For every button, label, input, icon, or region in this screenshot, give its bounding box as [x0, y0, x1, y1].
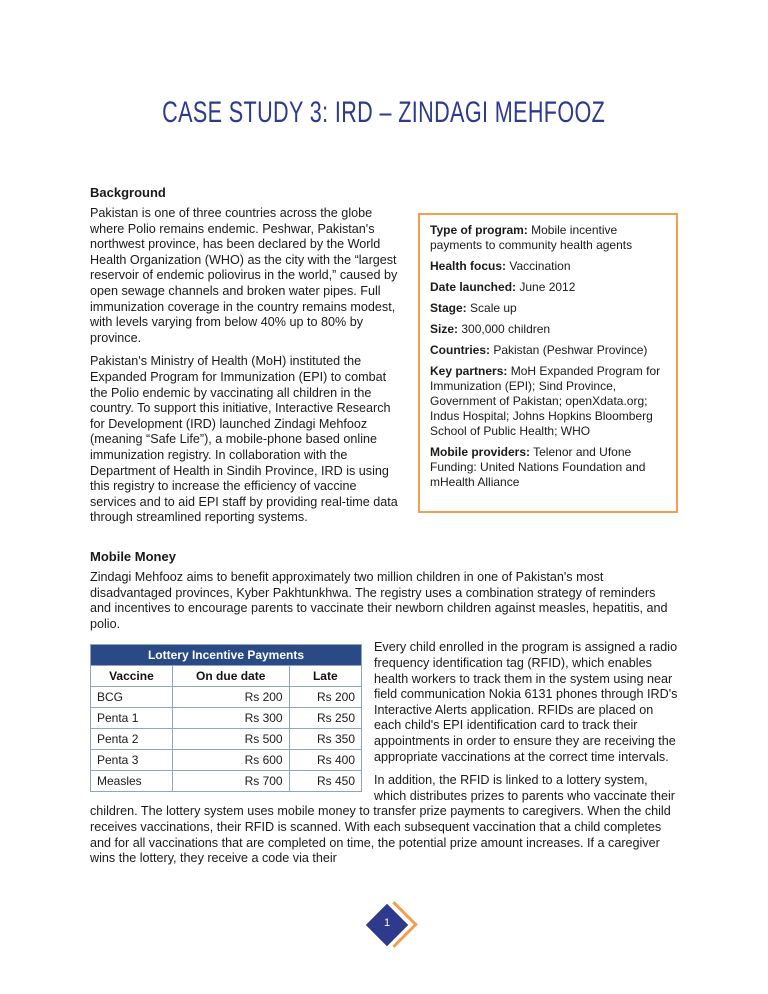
column-header: Late — [289, 666, 361, 687]
summary-label: Countries: — [430, 343, 490, 357]
cell: Rs 700 — [172, 771, 289, 792]
page-number: 1 — [383, 917, 391, 929]
table-row — [91, 687, 362, 708]
section-heading: Background — [90, 185, 166, 200]
table-row — [91, 708, 362, 729]
summary-row — [430, 280, 666, 295]
lottery-incentive-table — [90, 644, 362, 792]
page-number-badge — [364, 902, 414, 952]
summary-value: Pakistan (Peshwar Province) — [490, 343, 648, 357]
cell: Rs 450 — [289, 771, 361, 792]
cell: Penta 3 — [91, 750, 173, 771]
paragraph: Pakistan is one of three countries across the globe where Polio remains endemic. Peshwar, Pakistan's northwest province, has been declared by the World Health Organization (WHO) as the city with the “largest reservoir of endemic poliovirus in the world,” caused by open sewage channels and broken water pipes. Full immunization coverage in the country remains modest, with levels varying from below 40% up to 80% by province. — [90, 206, 398, 345]
table-row — [91, 771, 362, 792]
column-header: Vaccine — [91, 666, 173, 687]
summary-label: Key partners: — [430, 364, 508, 378]
paragraph: In addition, the RFID is linked to a lottery system, which distributes prizes to parents who vaccinate their children. The lottery system uses mobile money to transfer prize payments to caregivers. When the child receives vaccinations, their RFID is scanned. With each subsequent vaccination that a child completes and for all vaccinations that are completed on time, the potential prize amount increases. If a caregiver wins the lottery, they receive a code via their — [90, 773, 675, 866]
summary-label: Stage: — [430, 301, 467, 315]
cell: Rs 400 — [289, 750, 361, 771]
summary-label: Type of program: — [430, 223, 528, 237]
cell: Rs 500 — [172, 729, 289, 750]
paragraph: Zindagi Mehfooz aims to benefit approximately two million children in one of Pakistan's most disadvantaged provinces, Kyber Pakhtunkhwa. The registry uses a combination strategy of reminders and incentives to encourage parents to vaccinate their newborn children against measles, hepatitis, and polio. — [90, 570, 668, 631]
summary-value: Scale up — [466, 301, 517, 315]
section-heading: Mobile Money — [90, 549, 176, 564]
cell: Measles — [91, 771, 173, 792]
table-row — [91, 729, 362, 750]
summary-row — [430, 301, 666, 316]
summary-value: June 2012 — [516, 280, 576, 294]
mobile-money-section — [90, 549, 678, 875]
background-section — [90, 185, 400, 534]
summary-row — [430, 343, 666, 358]
summary-label: Health focus: — [430, 259, 507, 273]
summary-label: Size: — [430, 322, 459, 336]
column-header: On due date — [172, 666, 289, 687]
summary-value: Mobile incentive payments to community health agents — [430, 223, 633, 252]
cell: Rs 300 — [172, 708, 289, 729]
summary-row — [430, 223, 666, 253]
summary-row — [430, 445, 666, 490]
cell: Penta 2 — [91, 729, 173, 750]
summary-value: MoH Expanded Program for Immunization (EPI); Sind Province, Government of Pakistan; openXdata.org; Indus Hospital; Johns Hopkins Bloomberg School of Public Health; WHO — [430, 364, 661, 438]
summary-value: Telenor and Ufone Funding: United Nations Foundation and mHealth Alliance — [430, 445, 646, 489]
program-summary-box — [418, 213, 678, 513]
table-caption: Lottery Incentive Payments — [91, 645, 362, 666]
summary-value: 300,000 children — [458, 322, 551, 336]
title-text: CASE STUDY 3: IRD – ZINDAGI MEHFOOZ — [162, 96, 606, 129]
cell: BCG — [91, 687, 173, 708]
summary-row — [430, 322, 666, 337]
summary-label: Mobile providers: — [430, 445, 531, 459]
cell: Rs 200 — [172, 687, 289, 708]
summary-row — [430, 364, 666, 439]
summary-row — [430, 259, 666, 274]
cell: Penta 1 — [91, 708, 173, 729]
cell: Rs 600 — [172, 750, 289, 771]
page-title — [0, 96, 768, 130]
paragraph: Every child enrolled in the program is assigned a radio frequency identification tag (RFID), which enables health workers to track them in the system using near field communication Nokia 6131 phones through IRD's Interactive Alerts application. RFIDs are placed on each child's EPI identification card to track their appointments in order to ensure they are receiving the appropriate vaccinations at the correct time intervals. — [374, 640, 678, 764]
summary-value: Vaccination — [506, 259, 571, 273]
cell: Rs 200 — [289, 687, 361, 708]
summary-label: Date launched: — [430, 280, 517, 294]
cell: Rs 350 — [289, 729, 361, 750]
cell: Rs 250 — [289, 708, 361, 729]
table-row — [91, 750, 362, 771]
paragraph: Pakistan's Ministry of Health (MoH) instituted the Expanded Program for Immunization (EPI) to combat the Polio endemic by vaccinating all children in the country. To support this initiative, Interactive Research for Development (IRD) launched Zindagi Mehfooz (meaning “Safe Life”), a mobile-phone based online immunization registry. In collaboration with the Department of Health in Sindih Province, IRD is using this registry to increase the efficiency of vaccine services and to aid EPI staff by providing real-time data through streamlined reporting systems. — [90, 354, 398, 525]
